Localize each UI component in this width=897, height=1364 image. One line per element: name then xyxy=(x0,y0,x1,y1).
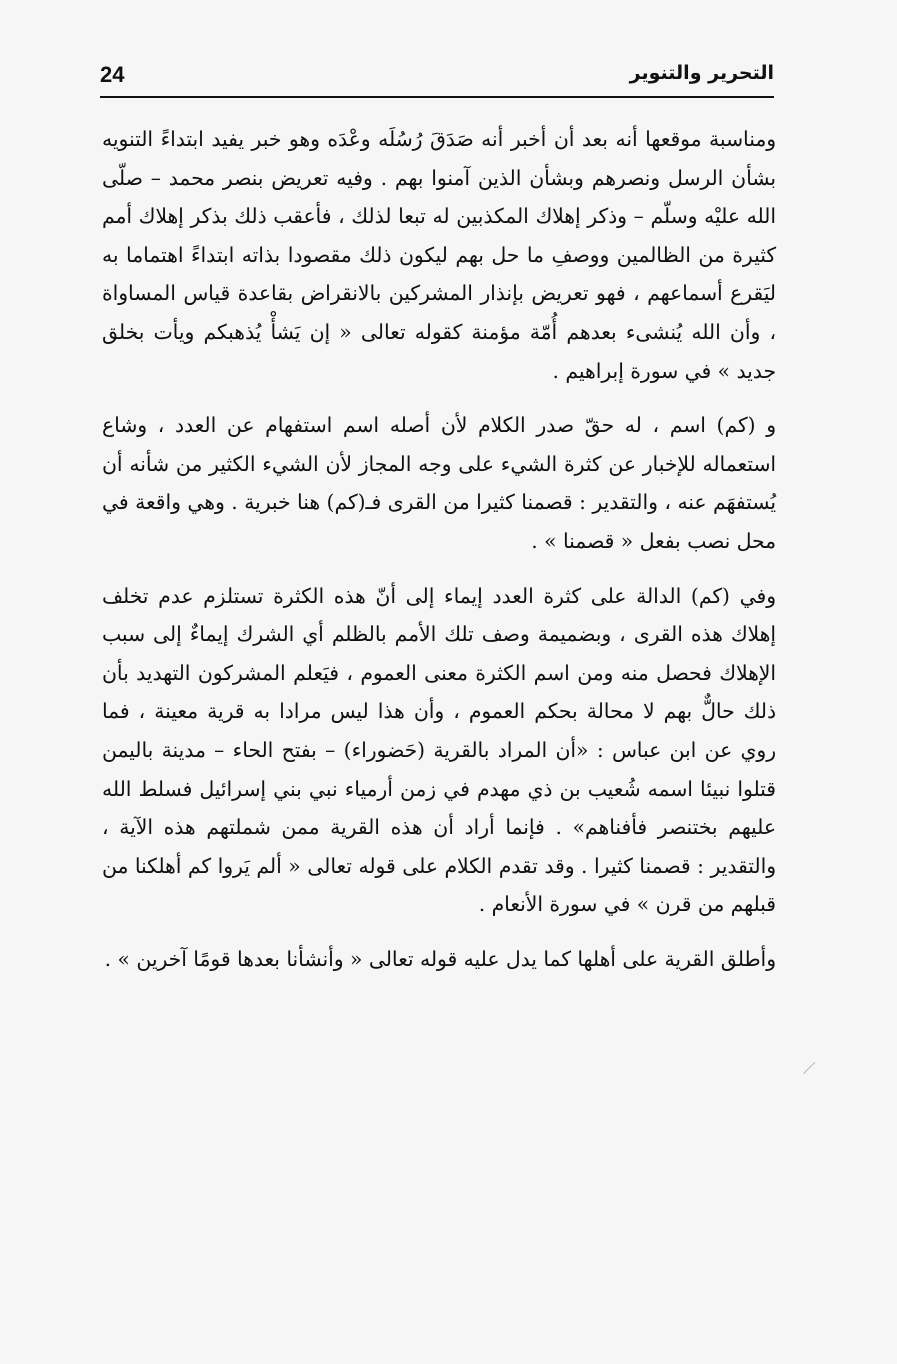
book-title: التحرير والتنوير xyxy=(629,62,774,84)
scan-mark-decoration xyxy=(803,1062,826,1085)
page-number: 24 xyxy=(100,62,125,87)
paragraph-3: وفي (كم) الدالة على كثرة العدد إيماء إلى أنّ هذه الكثرة تستلزم عدم تخلف إهلاك هذه القرى ، وبضميمة وصف تلك الأمم بالظلم أي الشرك إيماءٌ إلى سبب الإهلاك فحصل منه ومن اسم الكثرة معنى العموم ، فيَعلم المشركون التهديد بأن ذلك حالٌّ بهم لا محالة بحكم العموم ، وأن هذا ليس مرادا به قرية معينة ، فما روي عن ابن عباس : «أن المراد بالقرية (حَضوراء) – بفتح الحاء – مدينة باليمن قتلوا نبيئا اسمه شُعيب بن ذي مهدم في زمن أرمياء نبي بني إسرائيل فسلط الله عليهم بختنصر فأفناهم» . فإنما أراد أن هذه القرية ممن شملتهم هذه الآية ، والتقدير : قصمنا كثيرا . وقد تقدم الكلام على قوله تعالى « ألم يَروا كم أهلكنا من قبلهم من قرن » في سورة الأنعام . xyxy=(102,583,776,917)
page-header xyxy=(100,62,774,98)
paragraph-4: وأطلق القرية على أهلها كما يدل عليه قوله تعالى « وأنشأنا بعدها قومًا آخرين » . xyxy=(104,946,776,971)
main-text xyxy=(102,120,776,990)
paragraph-2: و (كم) اسم ، له حقّ صدر الكلام لأن أصله اسم استفهام عن العدد ، وشاع استعماله للإخبار عن كثرة الشيء على وجه المجاز لأن الشيء الكثير من شأنه أن يُستفهَم عنه ، والتقدير : قصمنا كثيرا من القرى فـ(كم) هنا خبرية . وهي واقعة في محل نصب بفعل « قصمنا » . xyxy=(102,413,776,553)
paragraph-1: ومناسبة موقعها أنه بعد أن أخبر أنه صَدَقَ رُسُلَه وعْدَه وهو خبر يفيد ابتداءً التنويه بشأن الرسل ونصرهم وبشأن الذين آمنوا بهم . وفيه تعريض بنصر محمد – صلّى الله عليْه وسلّم – وذكر إهلاك المكذبين له تبعا لذلك ، فأعقب ذلك بذكر إهلاك أمم كثيرة من الظالمين ووصفِ ما حل بهم ليكون ذلك مقصودا بذاته ابتداءً اهتماما به ليَقرع أسماعهم ، فهو تعريض بإنذار المشركين بالانقراض بقاعدة قياس المساواة ، وأن الله يُنشىء بعدهم أُمّة مؤمنة كقوله تعالى « إن يَشأْ يُذهبكم ويأت بخلق جديد » في سورة إبراهيم . xyxy=(102,127,776,383)
